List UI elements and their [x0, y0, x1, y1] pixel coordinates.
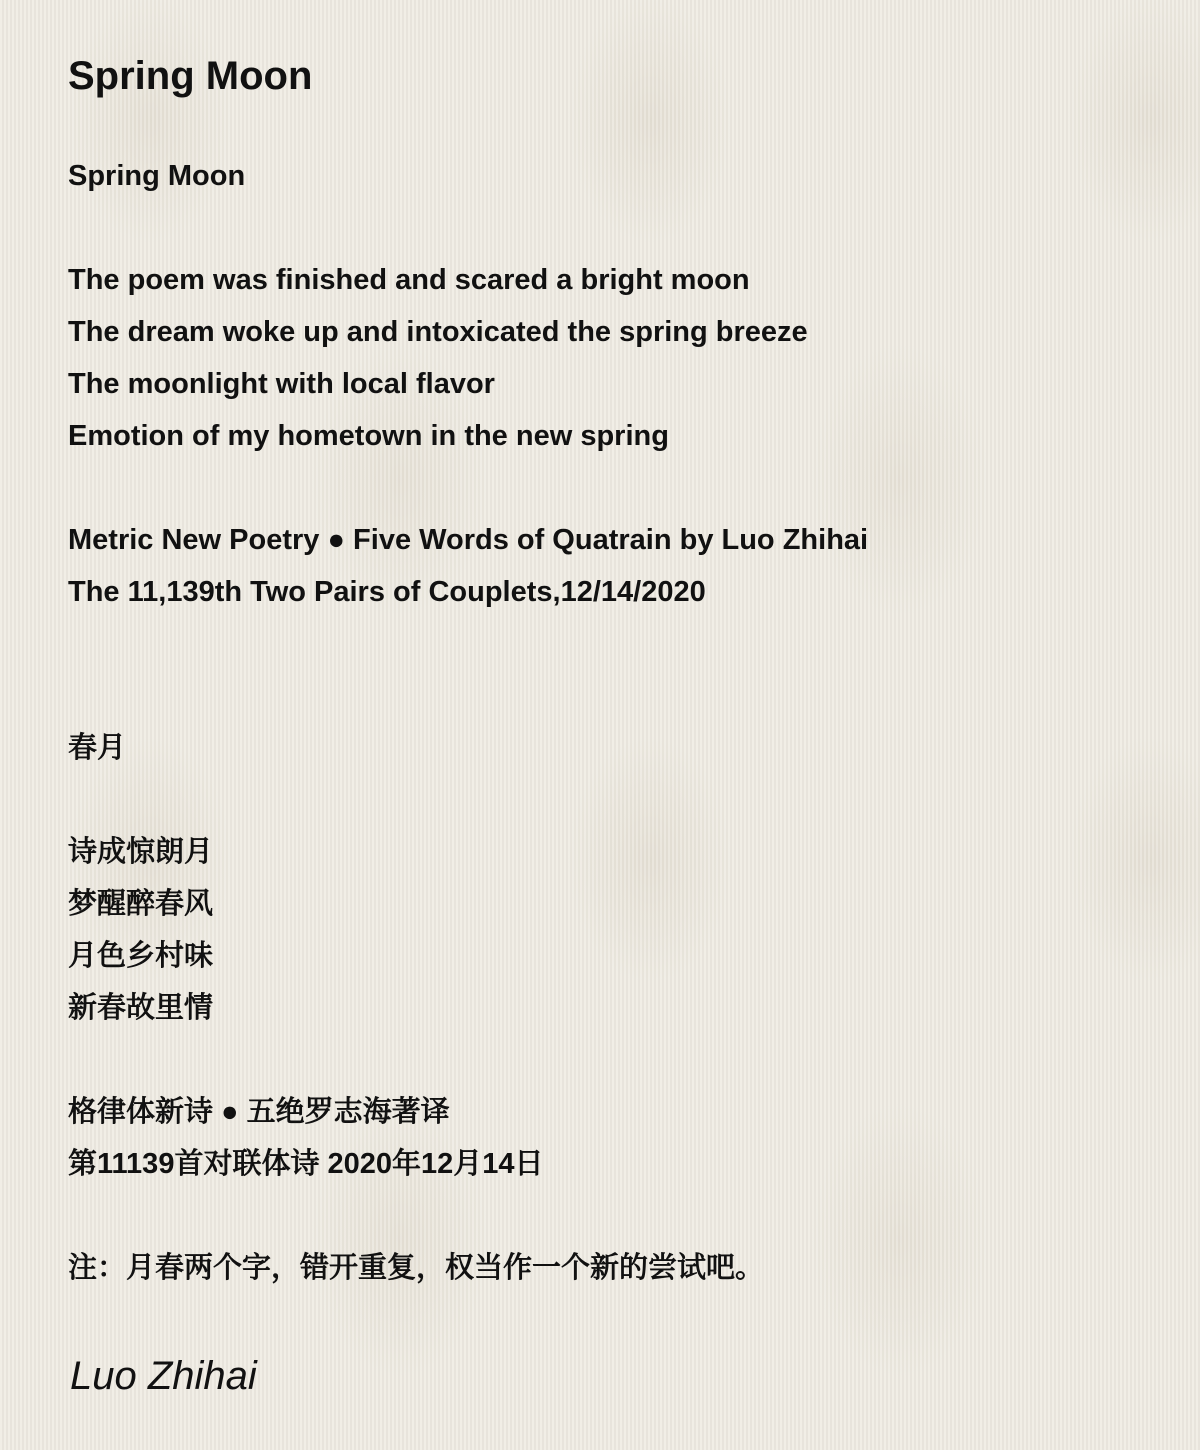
chinese-line-4: 新春故里情	[68, 992, 214, 1024]
chinese-credit-1: 格律体新诗 ● 五绝罗志海著译	[68, 1096, 450, 1128]
spacer	[68, 1190, 1148, 1242]
spacer	[68, 618, 1148, 670]
spacer	[68, 670, 1148, 722]
chinese-note: 注：月春两个字，错开重复，权当作一个新的尝试吧。	[68, 1252, 765, 1284]
english-line-3: The moonlight with local flavor	[68, 368, 495, 400]
english-line-4: Emotion of my hometown in the new spring	[68, 420, 669, 452]
poem-body	[68, 150, 1148, 1294]
spacer	[68, 462, 1148, 514]
english-line-2: The dream woke up and intoxicated the spring breeze	[68, 316, 808, 348]
page-title: Spring Moon	[68, 54, 313, 98]
poem-container	[68, 50, 1148, 1294]
english-credit-2: The 11,139th Two Pairs of Couplets,12/14/2020	[68, 576, 706, 608]
chinese-credit-2: 第11139首对联体诗 2020年12月14日	[68, 1148, 544, 1180]
spacer	[68, 774, 1148, 826]
english-line-1: The poem was finished and scared a bright moon	[68, 264, 750, 296]
chinese-line-2: 梦醒醉春风	[68, 888, 214, 920]
spacer	[68, 1034, 1148, 1086]
spacer	[68, 202, 1148, 254]
english-credit-1: Metric New Poetry ● Five Words of Quatrain by Luo Zhihai	[68, 524, 869, 556]
chinese-line-1: 诗成惊朗月	[68, 836, 214, 868]
english-poem-title: Spring Moon	[68, 160, 246, 192]
author-name[interactable]: Luo Zhihai	[70, 1354, 257, 1398]
chinese-line-3: 月色乡村味	[68, 940, 214, 972]
chinese-poem-title: 春月	[68, 732, 127, 764]
